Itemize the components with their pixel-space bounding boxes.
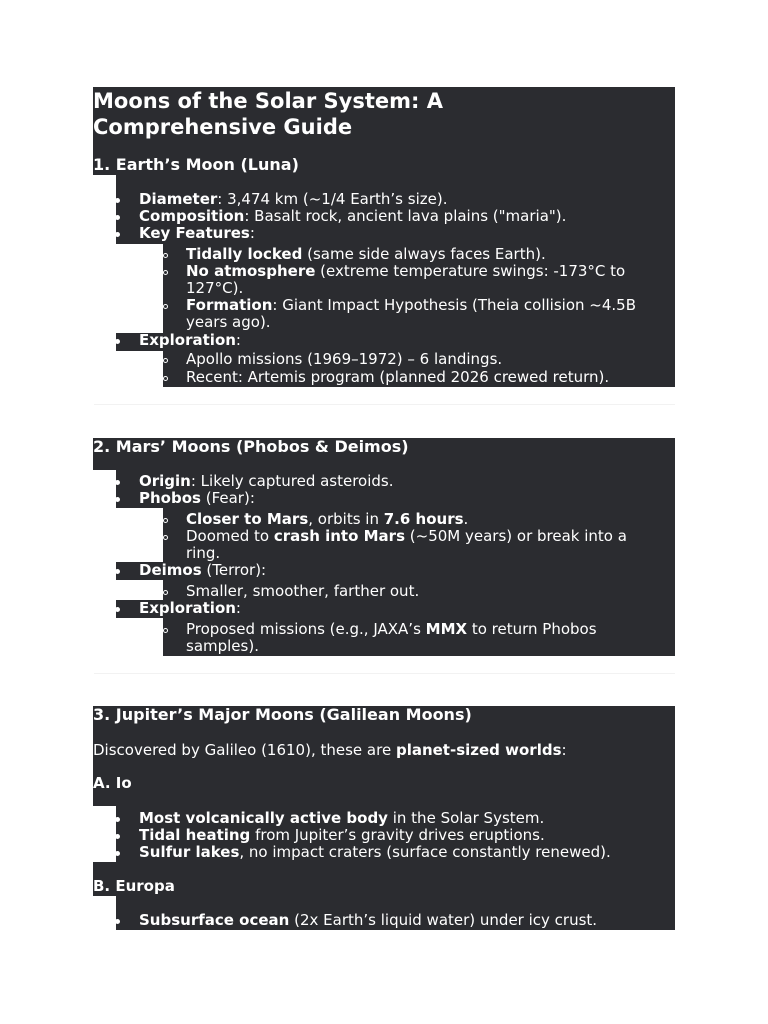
bullet-icon [115, 834, 120, 839]
mars-exploration-item: Exploration: [139, 599, 241, 617]
bullet-icon [115, 497, 120, 502]
earth-formation-item: Formation: Giant Impact Hypothesis (Theia collision ~4.5B [186, 296, 636, 314]
bullet-icon [115, 198, 120, 203]
bullet-icon [115, 339, 120, 344]
bullet-icon [115, 919, 120, 924]
earth-diameter-item: Diameter: 3,474 km (~1/4 Earth’s size). [139, 190, 448, 208]
bullet-icon [115, 215, 120, 220]
io-volcanic-item: Most volcanically active body in the Solar System. [139, 809, 545, 827]
earth-artemis-item: Recent: Artemis program (planned 2026 crewed return). [186, 368, 610, 386]
circle-bullet-icon [163, 590, 168, 595]
europa-ocean-item: Subsurface ocean (2x Earth’s liquid water) under icy crust. [139, 911, 598, 929]
mars-doomed-item-cont: ring. [186, 544, 221, 562]
mars-proposed-item-cont: samples). [186, 637, 259, 655]
section-divider [94, 673, 675, 674]
io-sulfur-item: Sulfur lakes, no impact craters (surface constantly renewed). [139, 843, 611, 861]
io-heading: A. Io [93, 774, 132, 792]
mars-proposed-item: Proposed missions (e.g., JAXA’s MMX to return Phobos [186, 620, 597, 638]
section-divider [94, 404, 675, 405]
bullet-icon [115, 569, 120, 574]
mars-smaller-item: Smaller, smoother, farther out. [186, 582, 420, 600]
bullet-icon [115, 607, 120, 612]
circle-bullet-icon [163, 253, 168, 258]
earth-atmosphere-item-cont: 127°C). [186, 279, 244, 297]
circle-bullet-icon [163, 518, 168, 523]
europa-heading: B. Europa [93, 877, 175, 895]
europa-heading-background [93, 862, 675, 896]
mars-origin-item: Origin: Likely captured asteroids. [139, 472, 394, 490]
mars-doomed-item: Doomed to crash into Mars (~50M years) or break into a [186, 527, 627, 545]
earth-composition-item: Composition: Basalt rock, ancient lava plains ("maria"). [139, 207, 567, 225]
earth-atmosphere-item: No atmosphere (extreme temperature swings: -173°C to [186, 262, 626, 280]
io-tidal-item: Tidal heating from Jupiter’s gravity drives eruptions. [139, 826, 545, 844]
bullet-icon [115, 480, 120, 485]
bullet-icon [115, 817, 120, 822]
earth-moon-heading: 1. Earth’s Moon (Luna) [93, 155, 299, 174]
circle-bullet-icon [163, 535, 168, 540]
circle-bullet-icon [163, 628, 168, 633]
circle-bullet-icon [163, 376, 168, 381]
earth-tidal-item: Tidally locked (same side always faces Earth). [186, 245, 546, 263]
earth-key-features-item: Key Features: [139, 224, 255, 242]
jupiter-intro-paragraph: Discovered by Galileo (1610), these are planet-sized worlds: [93, 741, 567, 759]
circle-bullet-icon [163, 304, 168, 309]
mars-closer-item: Closer to Mars, orbits in 7.6 hours. [186, 510, 469, 528]
earth-formation-item-cont: years ago). [186, 313, 271, 331]
jupiter-moons-heading: 3. Jupiter’s Major Moons (Galilean Moons) [93, 705, 472, 724]
circle-bullet-icon [163, 270, 168, 275]
bullet-icon [115, 851, 120, 856]
document-title-line-1: Moons of the Solar System: A [93, 89, 443, 113]
mars-moons-heading: 2. Mars’ Moons (Phobos & Deimos) [93, 437, 409, 456]
earth-apollo-item: Apollo missions (1969–1972) – 6 landings. [186, 350, 503, 368]
bullet-icon [115, 232, 120, 237]
mars-deimos-item: Deimos (Terror): [139, 561, 267, 579]
earth-exploration-item: Exploration: [139, 331, 241, 349]
document-title-line-2: Comprehensive Guide [93, 115, 353, 139]
mars-phobos-item: Phobos (Fear): [139, 489, 255, 507]
circle-bullet-icon [163, 358, 168, 363]
